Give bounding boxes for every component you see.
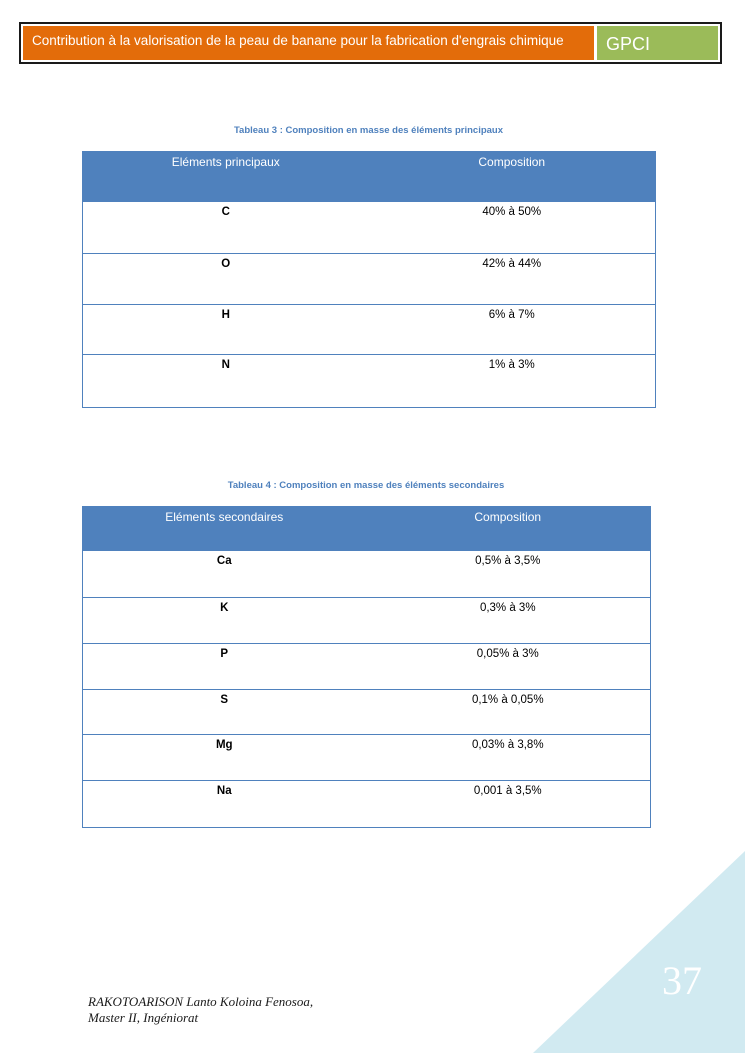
corner-triangle-shape [533,851,745,1053]
table4-col-elements: Eléments secondaires [83,506,366,551]
composition-cell: 42% à 44% [369,253,656,304]
table-row [83,202,656,253]
author-degree: Master II, Ingéniorat [88,1010,199,1025]
table4 [82,506,651,828]
table-row [83,354,656,407]
composition-cell: 6% à 7% [369,304,656,354]
table3-header-row [83,151,656,202]
table-row [83,597,651,643]
page-number: 37 [662,958,702,1003]
element-cell: P [83,643,366,689]
page-header [19,22,722,64]
table3-caption: Tableau 3 : Composition en masse des éléments principaux [233,125,504,136]
footer-author [88,994,313,1026]
element-cell: H [83,304,369,354]
element-cell: Mg [83,734,366,780]
brand-label: GPCI [596,26,718,60]
composition-cell: 1% à 3% [369,354,656,407]
element-cell: C [83,202,369,253]
composition-cell: 0,05% à 3% [366,643,651,689]
table3-col-elements: Eléments principaux [83,151,369,202]
table-row [83,689,651,734]
table4-header-row [83,506,651,551]
table4-col-composition: Composition [366,506,651,551]
author-name: RAKOTOARISON Lanto Koloina Fenosoa, [88,994,314,1009]
table4-caption: Tableau 4 : Composition en masse des éléments secondaires [227,480,505,491]
element-cell: Na [83,780,366,827]
table-row [83,734,651,780]
table-row [83,780,651,827]
composition-cell: 0,1% à 0,05% [366,689,651,734]
element-cell: K [83,597,366,643]
table-row [83,551,651,597]
table3 [82,151,656,408]
composition-cell: 40% à 50% [369,202,656,253]
element-cell: N [83,354,369,407]
composition-cell: 0,03% à 3,8% [366,734,651,780]
table-row [83,304,656,354]
composition-cell: 0,3% à 3% [366,597,651,643]
composition-cell: 0,001 à 3,5% [366,780,651,827]
page-corner-triangle [533,851,745,1053]
table-row [83,643,651,689]
document-title: Contribution à la valorisation de la peau de banane pour la fabrication d'engrais chimique [23,26,594,60]
element-cell: Ca [83,551,366,597]
table3-col-composition: Composition [369,151,656,202]
composition-cell: 0,5% à 3,5% [366,551,651,597]
table-row [83,253,656,304]
element-cell: O [83,253,369,304]
element-cell: S [83,689,366,734]
